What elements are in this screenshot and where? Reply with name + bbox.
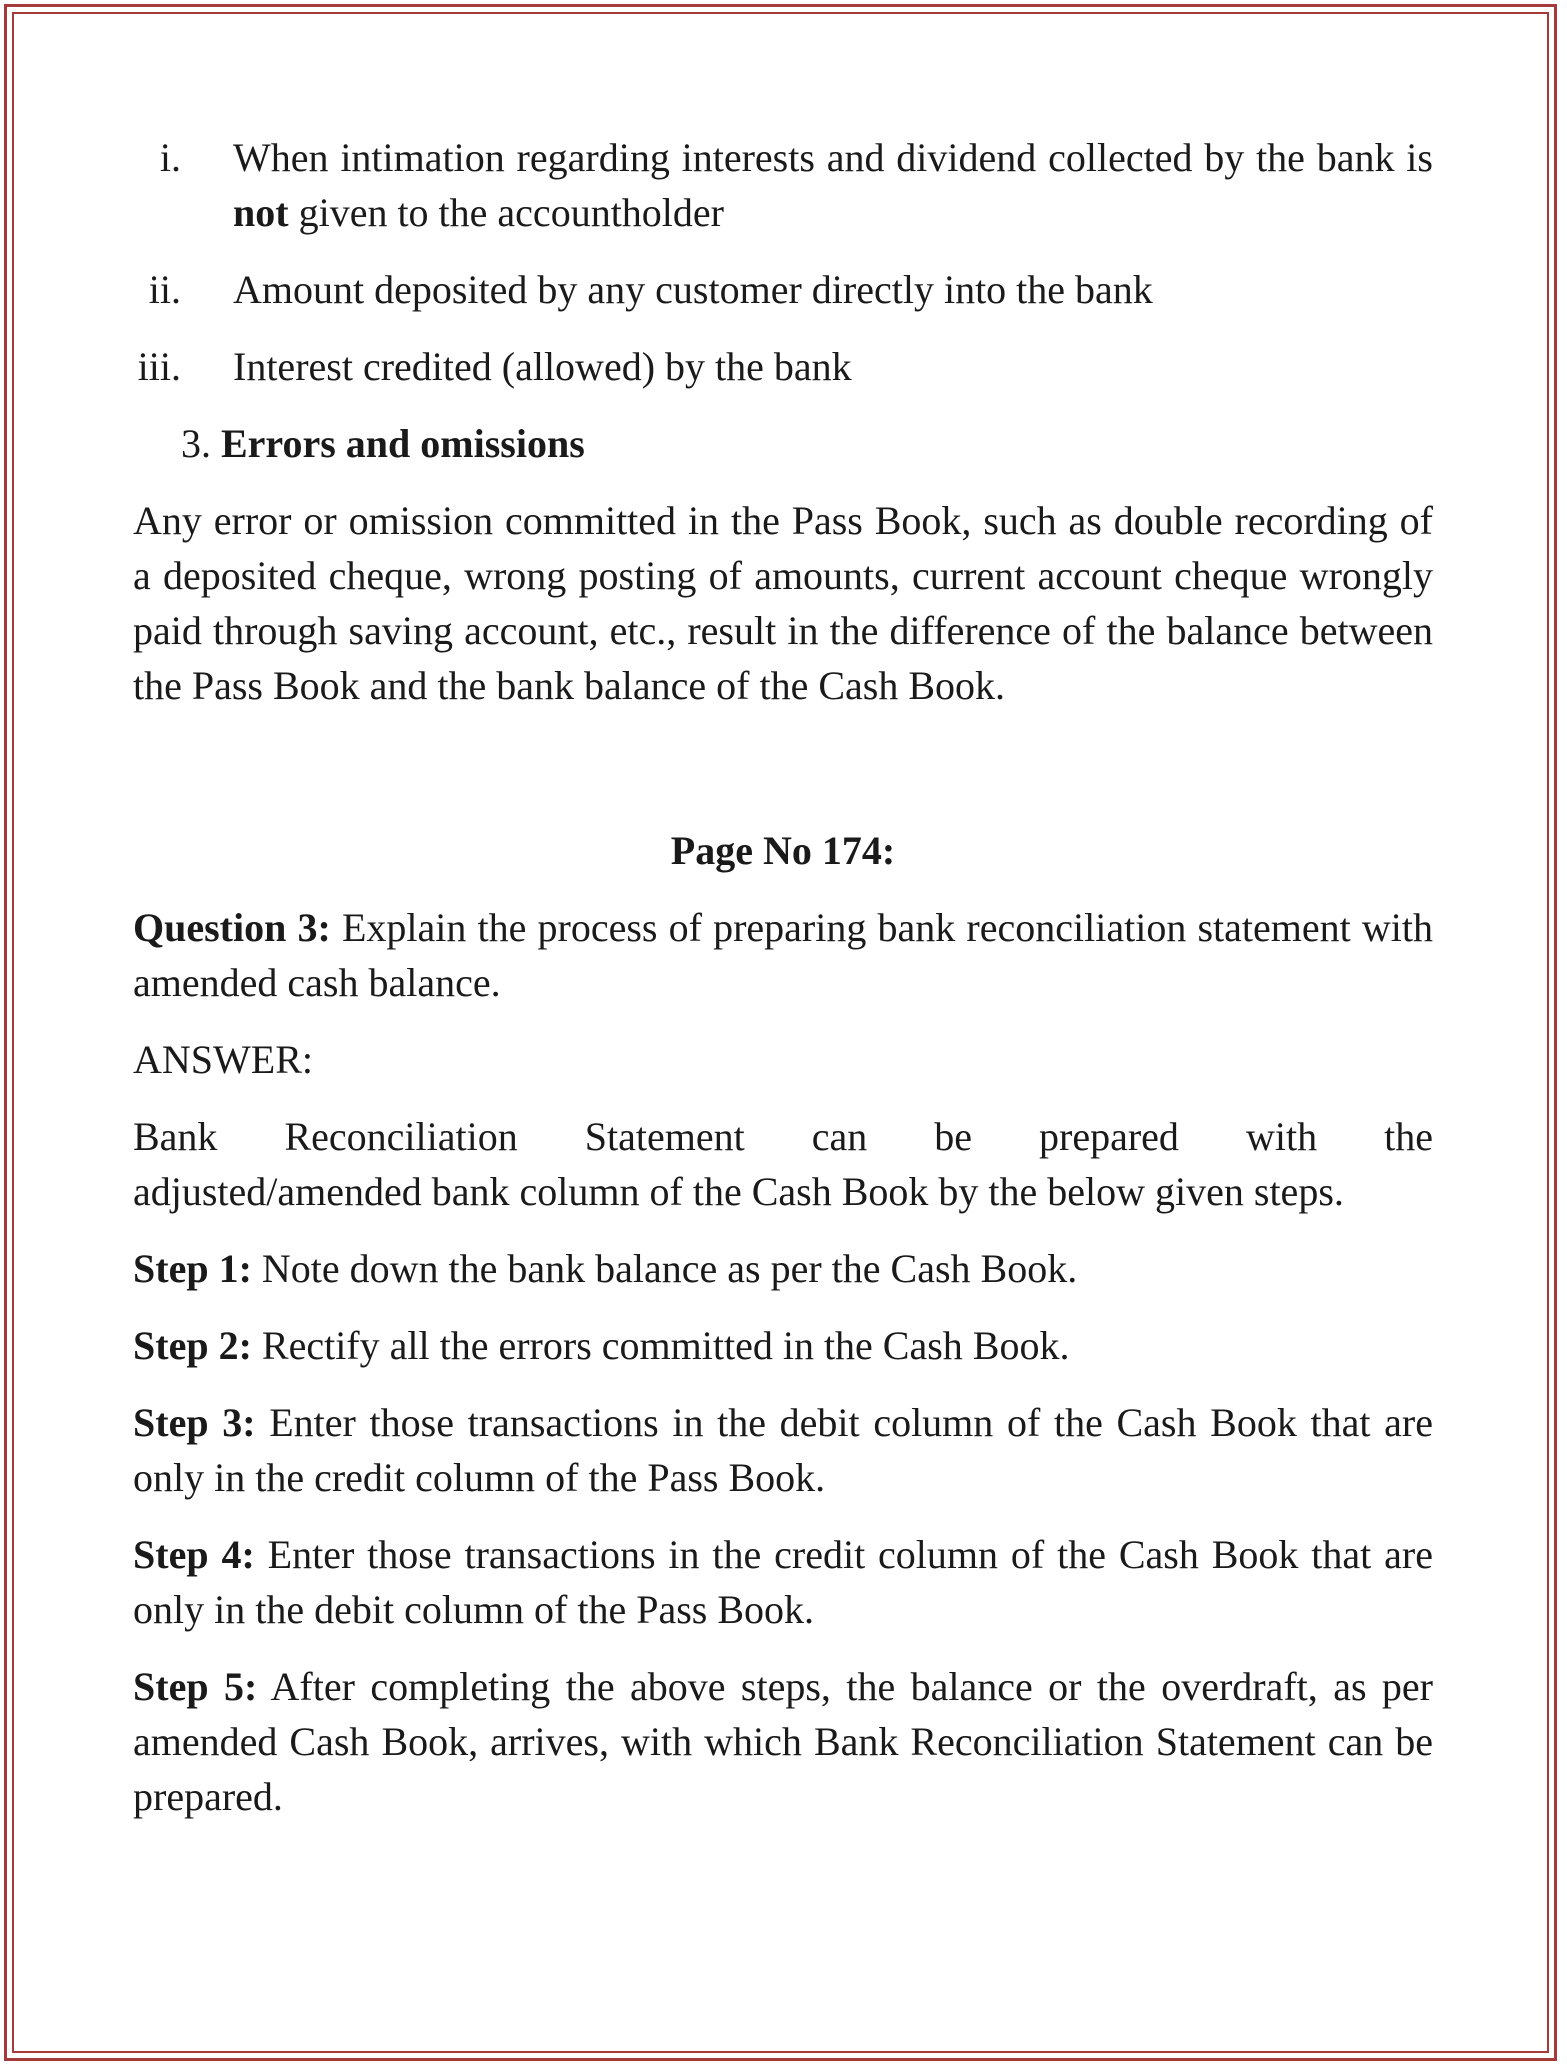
question-paragraph	[133, 900, 1433, 1010]
intro-word: Reconciliation	[284, 1114, 518, 1159]
list-text: Amount deposited by any customer directly into the bank	[233, 267, 1153, 312]
answer-intro	[133, 1109, 1433, 1219]
step-label: Step 1:	[133, 1246, 252, 1291]
list-number: i.	[159, 135, 181, 180]
list-text: Interest credited (allowed) by the bank	[233, 344, 852, 389]
list-number: ii.	[148, 267, 181, 312]
list-text: When intimation regarding interests and dividend collected by the bank is	[233, 135, 1433, 180]
step-label: Step 5:	[133, 1664, 258, 1709]
answer-intro-rest: adjusted/amended bank column of the Cash Book by the below given steps.	[133, 1169, 1344, 1214]
section-title: Errors and omissions	[221, 421, 585, 466]
intro-word: be	[934, 1114, 973, 1159]
list-item-ii	[133, 262, 1433, 317]
step-2	[133, 1318, 1433, 1373]
intro-word: the	[1384, 1114, 1433, 1159]
step-4	[133, 1527, 1433, 1637]
list-text: given to the accountholder	[288, 190, 724, 235]
step-label: Step 2:	[133, 1323, 252, 1368]
list-number: iii.	[137, 344, 181, 389]
step-label: Step 4:	[133, 1532, 255, 1577]
answer-intro-first-line	[133, 1109, 1433, 1164]
intro-word: Bank	[133, 1114, 218, 1159]
intro-word: prepared	[1039, 1114, 1179, 1159]
list-item-iii	[133, 339, 1433, 394]
step-label: Step 3:	[133, 1400, 256, 1445]
section-heading-errors	[181, 416, 1433, 471]
step-text: Enter those transactions in the credit column of the Cash Book that are only in the debit column of the Pass Book.	[133, 1532, 1433, 1632]
step-text: After completing the above steps, the balance or the overdraft, as per amended Cash Book, arrives, with which Bank Reconciliation Statement can be prepared.	[133, 1664, 1434, 1819]
intro-word: can	[811, 1114, 868, 1159]
step-text: Note down the bank balance as per the Cash Book.	[251, 1246, 1078, 1291]
list-text-bold: not	[233, 190, 289, 235]
step-text: Enter those transactions in the debit column of the Cash Book that are only in the credit column of the Pass Book.	[133, 1400, 1433, 1500]
intro-word: Statement	[584, 1114, 745, 1159]
question-label: Question 3:	[133, 905, 331, 950]
errors-paragraph: Any error or omission committed in the Pass Book, such as double recording of a deposited cheque, wrong posting of amounts, current account cheque wrongly paid through saving account, etc., result in the difference of the balance between the Pass Book and the bank balance of the Cash Book.	[133, 498, 1433, 708]
answer-label: ANSWER:	[133, 1037, 313, 1082]
step-text: Rectify all the errors committed in the Cash Book.	[251, 1323, 1070, 1368]
document-content	[133, 130, 1433, 1846]
intro-word: with	[1245, 1114, 1318, 1159]
step-1	[133, 1241, 1433, 1296]
page-title: Page No 174:	[670, 828, 896, 873]
section-number: 3.	[181, 421, 211, 466]
list-item-i	[133, 130, 1433, 240]
step-3	[133, 1395, 1433, 1505]
step-5	[133, 1659, 1433, 1824]
question-text: Explain the process of preparing bank reconciliation statement with amended cash balance.	[133, 905, 1433, 1005]
